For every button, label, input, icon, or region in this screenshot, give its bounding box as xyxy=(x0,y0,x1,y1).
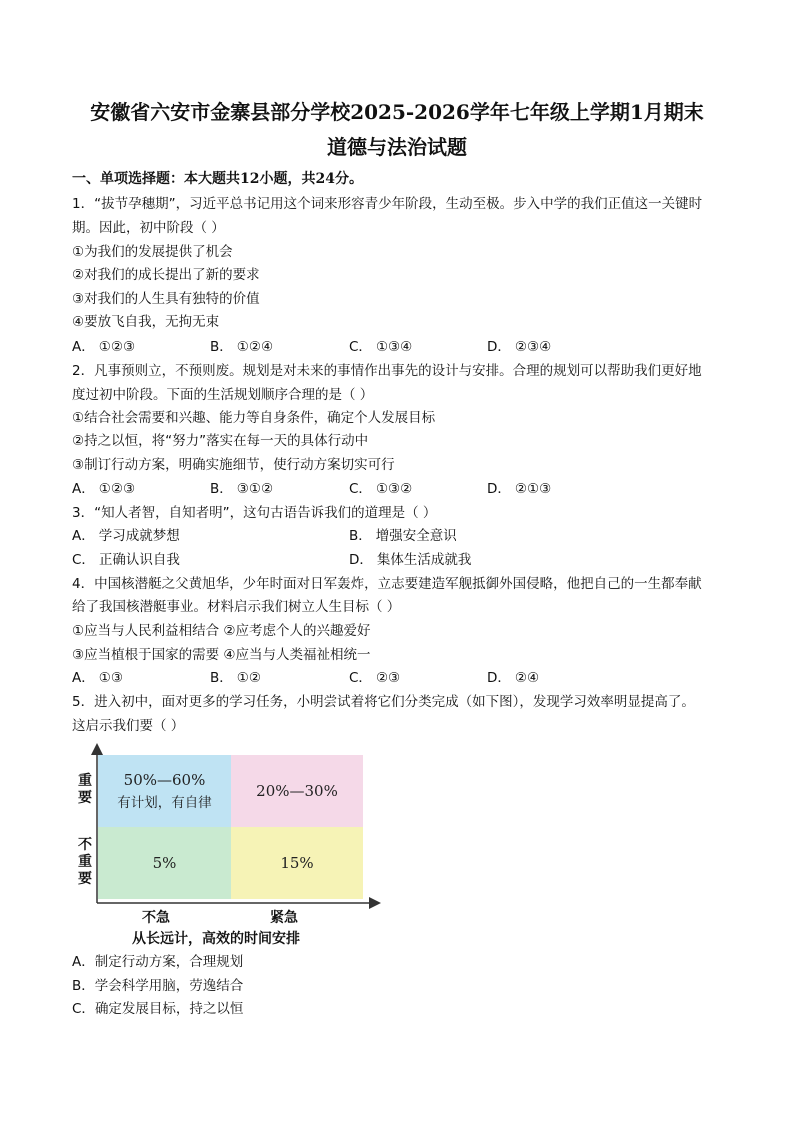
quadrant-not-important-not-urgent xyxy=(98,827,231,899)
section-heading: 一、单项选择题：本大题共12小题，共24分。 xyxy=(72,171,363,187)
statement: ①为我们的发展提供了机会 xyxy=(72,244,233,260)
question-text: 1．“拔节孕穗期”，习近平总书记用这个词来形容青少年阶段，生动至极。步入中学的我们正值这一关键时 xyxy=(72,196,703,212)
quadrant-value: 5% xyxy=(152,854,177,872)
figure-caption: 从长远计，高效的时间安排 xyxy=(132,931,300,947)
exam-title-line-2: 道德与法治试题 xyxy=(327,135,467,159)
option-b: B． ③①② xyxy=(210,481,274,497)
option-a: A． ①②③ xyxy=(72,481,136,497)
question-text: 4．中国核潜艇之父黄旭华，少年时面对日军轰炸，立志要建造军舰抵御外国侵略，他把自己的一生都奉献 xyxy=(72,576,702,592)
option-a: A． ①②③ xyxy=(72,339,136,355)
statement: ③应当植根于国家的需要 ④应当与人类福祉相统一 xyxy=(72,647,371,663)
option-a: A．制定行动方案，合理规划 xyxy=(72,954,244,970)
exam-title-line-1: 安徽省六安市金寨县部分学校2025-2026学年七年级上学期1月期末 xyxy=(90,100,704,124)
option-d: D． ②③④ xyxy=(487,339,552,355)
option-c: C． ①③② xyxy=(349,481,413,497)
option-b: B． 增强安全意识 xyxy=(349,528,457,544)
y-label-important: 重要 xyxy=(78,773,92,806)
statement: ③对我们的人生具有独特的价值 xyxy=(72,291,260,307)
quadrant-value: 20%—30% xyxy=(256,782,338,800)
statement: ④要放飞自我，无拘无束 xyxy=(72,314,220,330)
option-b: B．学会科学用脑，劳逸结合 xyxy=(72,978,244,994)
option-d: D． ②④ xyxy=(487,670,540,686)
statement: ②对我们的成长提出了新的要求 xyxy=(72,267,260,283)
option-a: A． 学习成就梦想 xyxy=(72,528,180,544)
statement: ①结合社会需要和兴趣、能力等自身条件，确定个人发展目标 xyxy=(72,410,436,426)
quadrant-value: 15% xyxy=(280,854,314,872)
question-text: 3．“知人者智，自知者明”，这句古语告诉我们的道理是（ ） xyxy=(72,505,437,521)
option-c: C． ②③ xyxy=(349,670,401,686)
option-d: D． 集体生活成就我 xyxy=(349,552,472,568)
option-c: C．确定发展目标，持之以恒 xyxy=(72,1001,244,1017)
question-text: 度过初中阶段。下面的生活规划顺序合理的是（ ） xyxy=(72,387,374,403)
question-text: 2．凡事预则立，不预则废。规划是对未来的事情作出事先的设计与安排。合理的规划可以帮助我们更好地 xyxy=(72,363,702,379)
x-label-urgent: 紧急 xyxy=(270,910,298,926)
y-label-not-important: 不重要 xyxy=(78,837,92,887)
quadrant-important-urgent xyxy=(231,755,363,827)
quadrant-note: 有计划，有自律 xyxy=(117,795,212,811)
option-b: B． ①②④ xyxy=(210,339,274,355)
option-b: B． ①② xyxy=(210,670,261,686)
x-label-not-urgent: 不急 xyxy=(142,910,170,926)
question-text: 这启示我们要（ ） xyxy=(72,718,185,734)
question-text: 5．进入初中，面对更多的学习任务，小明尝试着将它们分类完成（如下图），发现学习效率明显提高了。 xyxy=(72,694,695,710)
quadrant-important-not-urgent xyxy=(98,755,231,827)
statement: ③制订行动方案，明确实施细节，使行动方案切实可行 xyxy=(72,457,395,473)
option-c: C． 正确认识自我 xyxy=(72,552,180,568)
quadrant-value: 50%—60% xyxy=(123,771,206,789)
statement: ②持之以恒，将“努力”落实在每一天的具体行动中 xyxy=(72,433,369,449)
option-c: C． ①③④ xyxy=(349,339,413,355)
option-d: D． ②①③ xyxy=(487,481,552,497)
statement: ①应当与人民利益相结合 ②应考虑个人的兴趣爱好 xyxy=(72,623,371,639)
quadrant-not-important-urgent xyxy=(231,827,363,899)
question-text: 给了我国核潜艇事业。材料启示我们树立人生目标（ ） xyxy=(72,599,401,615)
question-text: 期。因此，初中阶段（ ） xyxy=(72,220,225,236)
option-a: A． ①③ xyxy=(72,670,123,686)
